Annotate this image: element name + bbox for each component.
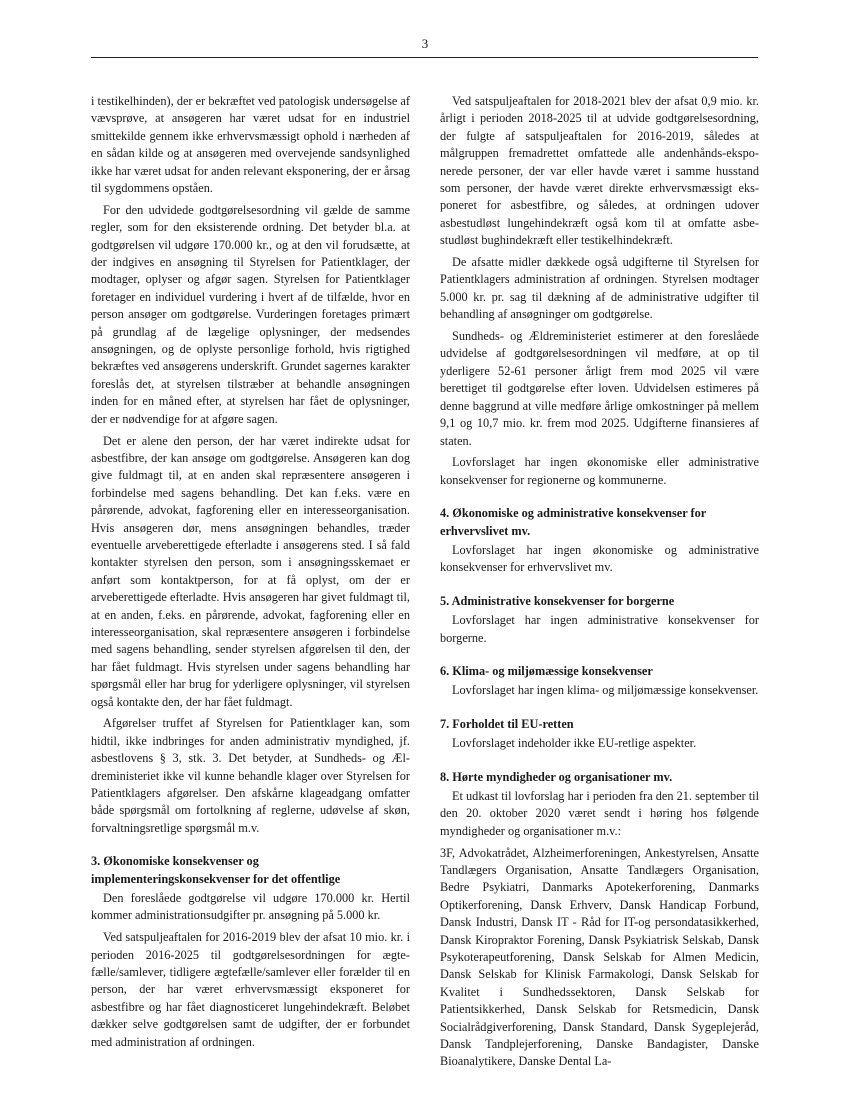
paragraph: Lovforslaget har ingen administrative konsekvenser for borgerne. <box>440 613 759 645</box>
header-rule <box>91 57 758 58</box>
right-column <box>440 93 759 1075</box>
paragraph: Sundheds- og Ældreministeriet estimerer at den foreslåede udvidelse af godtgørelsesordningen vil medføre, at op til yderligere 52-61 personer årligt frem mod 2025 vil være berettiget til godtgørelse efter loven. Udvidelsen estimeres på denne baggrund at ville medføre årlige omkostninger på mellem 9,1 og 10,7 mio. kr. frem mod 2025. Udgifterne finansieres af staten. <box>440 329 759 448</box>
section-heading-3 <box>91 853 410 888</box>
section-heading-8: 8. Hørte myndigheder og organisationer mv. <box>440 769 673 784</box>
paragraph: Lovforslaget har ingen økonomiske og administrative konsekvenser for erhvervslivet mv. <box>440 542 759 575</box>
paragraph: Afgørelser truffet af Styrelsen for Patientklager kan, som hidtil, ikke indbringes for anden administrativ myndighed, jf. asbestlovens § 3, stk. 3. Det betyder, at Sundheds- og Ældreministeriet ikke vil kunne behandle klager over Styrelsen for Patientklagers afgørelser. Den afskårne klageadgang omfatter både spørgsmål om fortolkning af reglerne, udøvelse af skøn, forvaltningsretlige spørgsmål m.v. <box>91 716 410 835</box>
paragraph: Ved satspuljeaftalen for 2018-2021 blev der afsat 0,9 mio. kr. årligt i perioden 2018-2025 til at udvide godtgørelsesordning, der fulgte af satspuljeaftalen for 2016-2019, således at målgruppen fremadrettet omfattede alle andenhånds-eksponerede personer, der var eller havde været i samme husstand som personer, der havde været direkte erhvervsmæssigt eksponeret for asbestfibre, og således, at ordningen udover asbestudløst lungehindekræft også kom til at omfatte asbestudløst bughindekræft eller testikelhindekræft. <box>440 94 759 248</box>
section-heading-5: 5. Administrative konsekvenser for borgerne <box>440 593 675 608</box>
paragraph: Lovforslaget har ingen klima- og miljømæssige konsekvenser. <box>452 683 759 698</box>
section-heading-6: 6. Klima- og miljømæssige konsekvenser <box>440 663 653 678</box>
heading-line: erhvervslivet mv. <box>440 523 531 538</box>
paragraph: For den udvidede godtgørelsesordning vil gælde de samme regler, som for den eksisterende ordning. Det betyder bl.a. at godtgørelsen vil udgøre 170.000 kr., og at den vil forudsætte, at der indgives en ansøgning til Styrelsen for Patientklager, der modtager, oplyser og afgør sagen. Styrelsen for Patientklager foretager en individuel vurdering i hvert af de tilfælde, hvor en person ansøger om godtgørelse. Vurderingen foretages primært på grundlag af de lægelige oplysninger, der medsendes ansøgningen, og de oplyste personlige forhold, hvis rigtighed bekræftes ved ansøgerens underskrift. Grundet sagernes karakter foreslås det, at styrelsen tilstræber at behandle ansøgningen inden for en måned efter, at styrelsen har fået de oplysninger, der er nødvendige for at afgøre sagen. <box>91 202 410 426</box>
paragraph: 3F, Advokatrådet, Alzheimerforeningen, Ankestyrelsen, Ansatte Tandlægers Organisation, Ansatte Tandlægers Organisation, Bedre Psykiatri, Danmarks Apotekerforening, Danmarks Optikerforening, Dansk Erhverv, Dansk Handicap Forbund, Dansk Industri, Dansk IT - Råd for IT-og persondatasikkerhed, Dansk Kiropraktor Forening, Dansk Psykiatrisk Selskab, Dansk Psykoterapeutforening, Dansk Selskab for Almen Medicin, Dansk Selskab for Klinisk Farmakologi, Dansk Selskab for Kvalitet i Sundhedssektoren, Dansk Selskab for Patientsikkerhed, Dansk Selskab for Retsmedicin, Dansk Socialrådgiverforening, Dansk Standard, Dansk Sygeplejeråd, Dansk Tandplejerforening, Danske Bandagister, Danske Bioanalytikere, Danske Dental La- <box>440 845 759 1069</box>
paragraph: Lovforslaget indeholder ikke EU-retlige aspekter. <box>452 736 697 751</box>
paragraph: i testikelhinden), der er bekræftet ved patologisk undersøgelse af vævsprøve, at ansøgeren har været udsat for en industriel smittekilde gennem ikke erhvervsmæssigt ophold i nærheden af en sådan kilde og at ansøgeren med overvejende sandsynlighed ikke har været udsat for anden relevant eksponering, der er årsag til sygdommens opståen. <box>91 94 410 196</box>
paragraph: De afsatte midler dækkede også udgifterne til Styrelsen for Patientklagers administration af ordningen. Styrelsen modtager 5.000 kr. pr. sag til dækning af de administrative udgifter til behandling af ansøgninger om godtgørelse. <box>440 255 759 322</box>
section-heading-7: 7. Forholdet til EU-retten <box>440 716 574 731</box>
section-heading-4 <box>440 505 759 540</box>
left-column <box>91 93 410 1055</box>
heading-line: 4. Økonomiske og administrative konsekvenser for <box>440 506 707 521</box>
paragraph: Et udkast til lovforslag har i perioden fra den 21. september til den 20. oktober 2020 været sendt i høring hos følgende myndigheder og organisationer m.v.: <box>440 788 759 838</box>
heading-line: implementeringskonsekvenser for det offentlige <box>91 871 341 886</box>
paragraph: Det er alene den person, der har været indirekte udsat for asbestfibre, der kan ansøge om godtgørelse. Ansøgeren kan dog give fuldmagt til, at en anden skal repræsentere ansøgeren i forbindelse med sagens behandling. Det kan f.eks. være en pårørende, advokat, fagforening eller en interesseorganisation. Hvis ansøgeren dør, mens ansøgningen behandles, træder eventuelle arveberettigede efterladte i ansøgerens sted. I så fald kontakter styrelsen den person, som i ansøgningsskemaet er anført som kontaktperson, for at få oplyst, om der er arveberettigede efterladte. Hvis ansøgeren har givet fuldmagt til, at en anden, f.eks. en pårørende, advokat, fagforening eller en interesseorganisation, skal repræsentere ansøgeren i forbindelse med sagens behandling, sender styrelsen afgørelsen til den, der har fået fuldmagt. Hvis styrelsen under sagens behandling har spørgsmål eller har brug for yderligere oplysninger, vil styrelsen også kontakte den, der har fået fuldmagt. <box>91 433 410 709</box>
heading-line: 3. Økonomiske konsekvenser og <box>91 854 259 869</box>
paragraph: Lovforslaget har ingen økonomiske eller administrative konsekvenser for regionerne og kommunerne. <box>440 455 759 487</box>
paragraph: Ved satspuljeaftalen for 2016-2019 blev der afsat 10 mio. kr. i perioden 2016-2025 til godtgørelsesordningen for ægtefælle/samlever, tidligere ægtefælle/samlever eller forælder til en person, der har været erhvervsmæssigt eksponeret for asbestfibre og har fået diagnosticeret lungehindekræft. Beløbet dækker selve godtgørelsen samt de udgifter, der er forbundet med administration af ordningen. <box>91 930 410 1049</box>
page-number: 3 <box>421 36 429 51</box>
paragraph: Den foreslåede godtgørelse vil udgøre 170.000 kr. Hertil kommer administrationsudgifter pr. ansøgning på 5.000 kr. <box>91 891 410 923</box>
